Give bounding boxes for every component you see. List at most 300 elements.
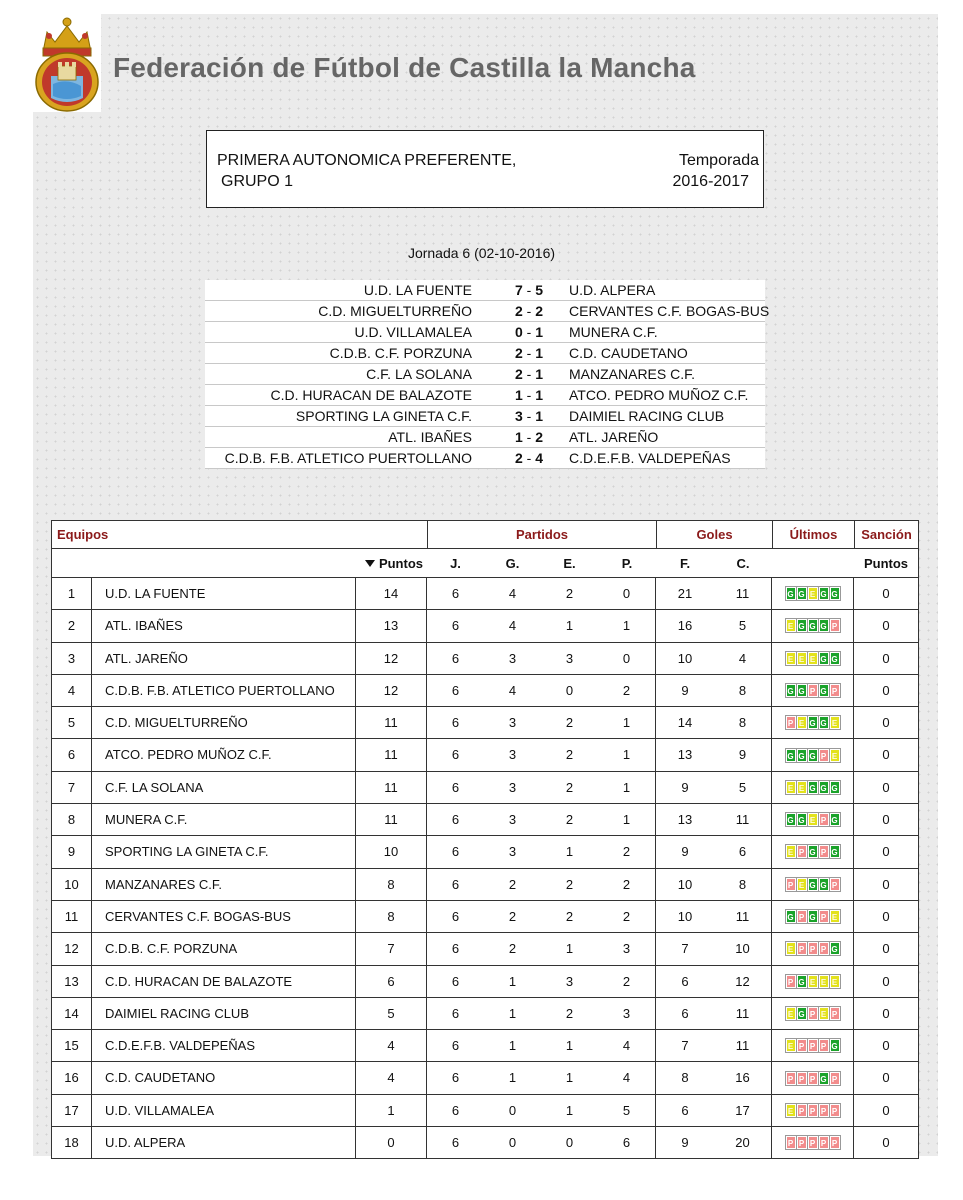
cell-ultimos xyxy=(772,836,854,867)
result-badge: G xyxy=(819,684,829,697)
cell-g: 1 xyxy=(508,1038,517,1054)
result-badge: G xyxy=(819,619,829,632)
result-badge: P xyxy=(830,619,840,632)
result-score: 2 - 4 xyxy=(514,450,544,466)
last-results-badges xyxy=(785,1136,840,1149)
cell-g: 1 xyxy=(508,1070,517,1086)
cell-team[interactable]: C.D.E.F.B. VALDEPEÑAS xyxy=(92,1030,356,1061)
sort-puntos-header[interactable] xyxy=(342,549,427,578)
cell-g: 0 xyxy=(508,1135,517,1151)
cell-c: 8 xyxy=(714,707,772,738)
last-results-badges xyxy=(785,781,840,794)
cell-e: 2 xyxy=(565,876,574,892)
table-row xyxy=(52,1030,918,1062)
cell-g: 4 xyxy=(508,682,517,698)
cell-pos: 15 xyxy=(52,1030,92,1061)
result-away-team[interactable]: ATL. JAREÑO xyxy=(569,429,659,445)
result-badge: E xyxy=(808,975,818,988)
result-badge: P xyxy=(819,845,829,858)
cell-pos: 4 xyxy=(52,675,92,706)
cell-e: 1 xyxy=(565,618,574,634)
result-badge: P xyxy=(819,942,829,955)
header-p: P. xyxy=(621,556,633,571)
result-badge: E xyxy=(797,652,807,665)
result-badge: G xyxy=(808,749,818,762)
cell-p: 0 xyxy=(598,578,656,609)
result-away-goals: 2 xyxy=(535,429,544,445)
cell-c: 8 xyxy=(714,675,772,706)
result-home-team[interactable]: C.F. LA SOLANA xyxy=(366,366,472,382)
cell-g: 2 xyxy=(508,941,517,957)
table-row xyxy=(52,1127,918,1159)
result-badge: G xyxy=(808,878,818,891)
result-badge: E xyxy=(786,1039,796,1052)
cell-team[interactable]: ATCO. PEDRO MUÑOZ C.F. xyxy=(92,739,356,770)
result-badge: G xyxy=(808,716,818,729)
header-partidos: Partidos xyxy=(427,521,656,549)
result-badge: P xyxy=(830,1104,840,1117)
cell-team[interactable]: C.F. LA SOLANA xyxy=(92,772,356,803)
result-score: 1 - 2 xyxy=(514,429,544,445)
cell-pts: 14 xyxy=(356,578,427,609)
cell-c: 12 xyxy=(714,966,772,997)
result-badge: G xyxy=(819,652,829,665)
result-badge: P xyxy=(819,1136,829,1149)
cell-p: 1 xyxy=(598,739,656,770)
last-results-badges xyxy=(785,749,840,762)
cell-g: 2 xyxy=(508,908,517,924)
standings-table xyxy=(51,520,919,1159)
cell-pts: 6 xyxy=(356,966,427,997)
cell-f: 8 xyxy=(681,1070,689,1086)
cell-pos: 17 xyxy=(52,1095,92,1126)
cell-p: 3 xyxy=(598,998,656,1029)
cell-ultimos xyxy=(772,1030,854,1061)
result-badge: E xyxy=(786,942,796,955)
competition-box xyxy=(206,130,764,208)
result-away-goals: 1 xyxy=(535,408,544,424)
cell-team[interactable]: SPORTING LA GINETA C.F. xyxy=(92,836,356,867)
result-badge: P xyxy=(819,813,829,826)
result-home-team[interactable]: C.D.B. F.B. ATLETICO PUERTOLLANO xyxy=(224,450,472,466)
header-j: J. xyxy=(450,556,461,571)
result-home-team[interactable]: U.D. LA FUENTE xyxy=(363,282,472,298)
result-home-team[interactable]: ATL. IBAÑES xyxy=(388,429,472,445)
result-badge: P xyxy=(786,878,796,891)
standings-header-groups xyxy=(52,521,918,549)
last-results-badges xyxy=(785,942,840,955)
cell-pts: 4 xyxy=(356,1062,427,1093)
cell-sancion: 0 xyxy=(882,1005,890,1021)
cell-team[interactable]: C.D. CAUDETANO xyxy=(92,1062,356,1093)
last-results-badges xyxy=(785,845,840,858)
result-badge: G xyxy=(830,587,840,600)
cell-g: 2 xyxy=(508,876,517,892)
cell-ultimos xyxy=(772,933,854,964)
federation-crest-icon xyxy=(33,14,101,112)
cell-f: 9 xyxy=(681,682,689,698)
result-badge: P xyxy=(797,1039,807,1052)
cell-pts: 8 xyxy=(356,901,427,932)
cell-team[interactable]: MUNERA C.F. xyxy=(92,804,356,835)
result-home-goals: 2 xyxy=(514,450,523,466)
result-badge: P xyxy=(808,1136,818,1149)
cell-pos: 14 xyxy=(52,998,92,1029)
result-home-team[interactable]: U.D. VILLAMALEA xyxy=(354,324,472,340)
result-badge: P xyxy=(819,910,829,923)
result-badge: G xyxy=(786,910,796,923)
result-home-goals: 2 xyxy=(514,303,523,319)
result-badge: E xyxy=(808,587,818,600)
last-results-badges xyxy=(785,619,840,632)
result-badge: P xyxy=(808,1039,818,1052)
table-row xyxy=(52,643,918,675)
cell-sancion: 0 xyxy=(882,682,890,698)
result-badge: P xyxy=(808,1072,818,1085)
cell-f: 13 xyxy=(677,747,693,763)
cell-j: 6 xyxy=(451,844,460,860)
result-row xyxy=(205,301,770,322)
table-row xyxy=(52,869,918,901)
cell-pts: 7 xyxy=(356,933,427,964)
cell-f: 13 xyxy=(677,812,693,828)
result-badge: E xyxy=(786,781,796,794)
result-badge: G xyxy=(808,619,818,632)
result-badge: P xyxy=(808,1104,818,1117)
cell-j: 6 xyxy=(451,747,460,763)
cell-pos: 5 xyxy=(52,707,92,738)
cell-f: 10 xyxy=(677,650,693,666)
result-badge: G xyxy=(786,684,796,697)
cell-p: 2 xyxy=(598,675,656,706)
cell-g: 3 xyxy=(508,812,517,828)
result-badge: P xyxy=(786,716,796,729)
result-badge: E xyxy=(819,975,829,988)
cell-sancion: 0 xyxy=(882,1038,890,1054)
cell-e: 3 xyxy=(565,973,574,989)
cell-f: 9 xyxy=(681,844,689,860)
cell-f: 16 xyxy=(677,618,693,634)
cell-p: 4 xyxy=(598,1030,656,1061)
result-home-team[interactable]: C.D.B. C.F. PORZUNA xyxy=(329,345,472,361)
cell-g: 3 xyxy=(508,779,517,795)
cell-f: 7 xyxy=(681,1038,689,1054)
cell-ultimos xyxy=(772,869,854,900)
cell-ultimos xyxy=(772,966,854,997)
cell-pts: 11 xyxy=(356,707,427,738)
result-badge: G xyxy=(797,619,807,632)
result-home-team[interactable]: SPORTING LA GINETA C.F. xyxy=(295,408,472,424)
cell-c: 11 xyxy=(714,901,772,932)
result-home-goals: 0 xyxy=(514,324,523,340)
cell-team[interactable]: MANZANARES C.F. xyxy=(92,869,356,900)
standings-rows xyxy=(52,578,918,1159)
result-home-team[interactable]: C.D. HURACAN DE BALAZOTE xyxy=(270,387,472,403)
cell-e: 1 xyxy=(565,941,574,957)
result-score: 1 - 1 xyxy=(514,387,544,403)
cell-sancion: 0 xyxy=(882,973,890,989)
cell-p: 5 xyxy=(598,1095,656,1126)
last-results-badges xyxy=(785,975,840,988)
result-away-goals: 5 xyxy=(535,282,544,298)
result-row xyxy=(205,427,765,448)
cell-c: 10 xyxy=(714,933,772,964)
table-row xyxy=(52,739,918,771)
cell-f: 6 xyxy=(681,973,689,989)
result-badge: G xyxy=(830,942,840,955)
cell-pts: 8 xyxy=(356,869,427,900)
cell-team[interactable]: DAIMIEL RACING CLUB xyxy=(92,998,356,1029)
cell-sancion: 0 xyxy=(882,779,890,795)
cell-pos: 18 xyxy=(52,1127,92,1158)
result-badge: P xyxy=(819,749,829,762)
result-badge: G xyxy=(786,587,796,600)
cell-e: 2 xyxy=(565,747,574,763)
result-home-goals: 1 xyxy=(514,387,523,403)
result-badge: P xyxy=(786,1136,796,1149)
table-row xyxy=(52,836,918,868)
cell-f: 6 xyxy=(681,1005,689,1021)
cell-j: 6 xyxy=(451,586,460,601)
cell-pos: 10 xyxy=(52,869,92,900)
cell-pos: 12 xyxy=(52,933,92,964)
result-badge: G xyxy=(808,845,818,858)
cell-ultimos xyxy=(772,772,854,803)
result-badge: G xyxy=(786,813,796,826)
header-equipos: Equipos xyxy=(57,527,109,542)
result-badge: G xyxy=(830,845,840,858)
cell-pos: 6 xyxy=(52,739,92,770)
result-badge: E xyxy=(808,652,818,665)
result-badge: P xyxy=(819,1039,829,1052)
result-away-team[interactable]: DAIMIEL RACING CLUB xyxy=(569,408,725,424)
cell-team[interactable]: C.D.B. F.B. ATLETICO PUERTOLLANO xyxy=(92,675,356,706)
last-results-badges xyxy=(785,652,840,665)
cell-e: 2 xyxy=(565,715,574,731)
cell-sancion: 0 xyxy=(882,844,890,860)
cell-e: 2 xyxy=(565,1005,574,1021)
table-row xyxy=(52,578,918,610)
result-home-goals: 1 xyxy=(514,429,523,445)
cell-team[interactable]: U.D. ALPERA xyxy=(92,1127,356,1158)
result-badge: G xyxy=(819,781,829,794)
cell-c: 20 xyxy=(714,1127,772,1158)
cell-ultimos xyxy=(772,643,854,674)
cell-sancion: 0 xyxy=(882,941,890,957)
cell-j: 6 xyxy=(451,618,460,634)
cell-team[interactable]: CERVANTES C.F. BOGAS-BUS xyxy=(92,901,356,932)
cell-c: 8 xyxy=(714,869,772,900)
result-away-team[interactable]: MANZANARES C.F. xyxy=(569,366,696,382)
result-badge: P xyxy=(830,684,840,697)
cell-team[interactable]: U.D. LA FUENTE xyxy=(92,578,356,609)
result-away-team[interactable]: C.D. CAUDETANO xyxy=(569,345,688,361)
table-row xyxy=(52,933,918,965)
result-badge: E xyxy=(786,1104,796,1117)
result-away-goals: 4 xyxy=(535,450,544,466)
result-score: 7 - 5 xyxy=(514,282,544,298)
result-badge: G xyxy=(830,1039,840,1052)
table-row xyxy=(52,804,918,836)
result-badge: G xyxy=(797,749,807,762)
cell-j: 6 xyxy=(451,1070,460,1086)
result-badge: P xyxy=(830,878,840,891)
cell-p: 1 xyxy=(598,707,656,738)
cell-e: 0 xyxy=(565,682,574,698)
result-row xyxy=(205,448,765,469)
result-badge: E xyxy=(786,845,796,858)
last-results-badges xyxy=(785,878,840,891)
header-e: E. xyxy=(563,556,576,571)
cell-e: 2 xyxy=(565,779,574,795)
cell-p: 3 xyxy=(598,933,656,964)
cell-pos: 2 xyxy=(52,610,92,641)
cell-p: 1 xyxy=(598,610,656,641)
cell-p: 0 xyxy=(598,643,656,674)
result-badge: E xyxy=(830,716,840,729)
cell-pos: 11 xyxy=(52,901,92,932)
result-badge: G xyxy=(797,587,807,600)
result-badge: G xyxy=(797,975,807,988)
cell-f: 21 xyxy=(677,586,693,601)
cell-g: 3 xyxy=(508,715,517,731)
cell-pos: 7 xyxy=(52,772,92,803)
result-badge: G xyxy=(797,813,807,826)
cell-ultimos xyxy=(772,675,854,706)
result-badge: P xyxy=(830,1072,840,1085)
cell-e: 1 xyxy=(565,1070,574,1086)
result-badge: G xyxy=(819,878,829,891)
cell-ultimos xyxy=(772,1127,854,1158)
result-badge: P xyxy=(786,1072,796,1085)
cell-team[interactable]: C.D. HURACAN DE BALAZOTE xyxy=(92,966,356,997)
header-c: C. xyxy=(736,556,750,571)
cell-pts: 4 xyxy=(356,1030,427,1061)
table-row xyxy=(52,675,918,707)
cell-j: 6 xyxy=(451,650,460,666)
last-results-badges xyxy=(785,716,840,729)
last-results-badges xyxy=(785,910,840,923)
result-away-team[interactable]: C.D.E.F.B. VALDEPEÑAS xyxy=(569,450,731,466)
last-results-badges xyxy=(785,587,840,600)
cell-j: 6 xyxy=(451,941,460,957)
result-row xyxy=(205,364,765,385)
result-badge: E xyxy=(797,781,807,794)
cell-j: 6 xyxy=(451,876,460,892)
cell-e: 2 xyxy=(565,812,574,828)
result-home-team[interactable]: C.D. MIGUELTURREÑO xyxy=(318,303,472,319)
cell-sancion: 0 xyxy=(882,1135,890,1151)
cell-team[interactable]: U.D. VILLAMALEA xyxy=(92,1095,356,1126)
result-badge: G xyxy=(830,652,840,665)
table-row xyxy=(52,707,918,739)
cell-e: 1 xyxy=(565,844,574,860)
cell-j: 6 xyxy=(451,1135,460,1151)
cell-g: 3 xyxy=(508,844,517,860)
result-away-goals: 1 xyxy=(535,387,544,403)
result-away-team[interactable]: MUNERA C.F. xyxy=(569,324,658,340)
result-away-team[interactable]: CERVANTES C.F. BOGAS-BUS xyxy=(569,303,770,319)
result-score: 2 - 1 xyxy=(514,366,544,382)
cell-team[interactable]: C.D. MIGUELTURREÑO xyxy=(92,707,356,738)
result-home-goals: 7 xyxy=(514,282,523,298)
cell-c: 6 xyxy=(714,836,772,867)
result-badge: G xyxy=(786,749,796,762)
result-score: 2 - 2 xyxy=(514,303,544,319)
cell-p: 2 xyxy=(598,869,656,900)
cell-g: 3 xyxy=(508,650,517,666)
cell-f: 6 xyxy=(681,1102,689,1118)
cell-pos: 9 xyxy=(52,836,92,867)
cell-pts: 10 xyxy=(356,836,427,867)
season-value: 2016-2017 xyxy=(672,173,749,190)
cell-team[interactable]: ATL. JAREÑO xyxy=(92,643,356,674)
result-away-team[interactable]: ATCO. PEDRO MUÑOZ C.F. xyxy=(569,387,749,403)
cell-e: 2 xyxy=(565,908,574,924)
cell-f: 14 xyxy=(677,715,693,731)
cell-pts: 11 xyxy=(356,739,427,770)
cell-j: 6 xyxy=(451,812,460,828)
cell-ultimos xyxy=(772,804,854,835)
header-goles: Goles xyxy=(656,521,772,549)
result-badge: E xyxy=(786,619,796,632)
result-row xyxy=(205,406,765,427)
header-sancion-puntos: Puntos xyxy=(863,556,909,571)
result-badge: G xyxy=(819,716,829,729)
result-row xyxy=(205,280,765,301)
cell-j: 6 xyxy=(451,973,460,989)
standings-header-columns xyxy=(52,549,918,578)
cell-g: 4 xyxy=(508,618,517,634)
cell-c: 11 xyxy=(714,578,772,609)
cell-sancion: 0 xyxy=(882,715,890,731)
cell-e: 1 xyxy=(565,1102,574,1118)
header-sancion: Sanción xyxy=(854,521,918,549)
cell-pts: 0 xyxy=(356,1127,427,1158)
competition-name: PRIMERA AUTONOMICA PREFERENTE, xyxy=(217,152,517,169)
cell-sancion: 0 xyxy=(882,1070,890,1086)
result-home-goals: 2 xyxy=(514,345,523,361)
cell-g: 1 xyxy=(508,1005,517,1021)
result-badge: P xyxy=(797,1136,807,1149)
sort-down-icon xyxy=(365,560,375,567)
cell-ultimos xyxy=(772,707,854,738)
table-row xyxy=(52,772,918,804)
matchday-title: Jornada 6 (02-10-2016) xyxy=(407,245,556,261)
cell-team[interactable]: C.D.B. C.F. PORZUNA xyxy=(92,933,356,964)
header-ultimos: Últimos xyxy=(772,521,854,549)
result-badge: E xyxy=(830,910,840,923)
cell-c: 11 xyxy=(714,1030,772,1061)
cell-team[interactable]: ATL. IBAÑES xyxy=(92,610,356,641)
cell-e: 1 xyxy=(565,1038,574,1054)
result-badge: E xyxy=(830,749,840,762)
cell-c: 5 xyxy=(714,610,772,641)
cell-c: 4 xyxy=(714,643,772,674)
result-badge: G xyxy=(797,684,807,697)
cell-sancion: 0 xyxy=(882,747,890,763)
cell-c: 17 xyxy=(714,1095,772,1126)
result-badge: P xyxy=(808,942,818,955)
cell-f: 9 xyxy=(681,1135,689,1151)
cell-e: 0 xyxy=(565,1135,574,1151)
result-home-goals: 3 xyxy=(514,408,523,424)
header-f: F. xyxy=(679,556,691,571)
result-away-team[interactable]: U.D. ALPERA xyxy=(569,282,656,298)
result-score: 0 - 1 xyxy=(514,324,544,340)
cell-g: 3 xyxy=(508,747,517,763)
last-results-badges xyxy=(785,813,840,826)
